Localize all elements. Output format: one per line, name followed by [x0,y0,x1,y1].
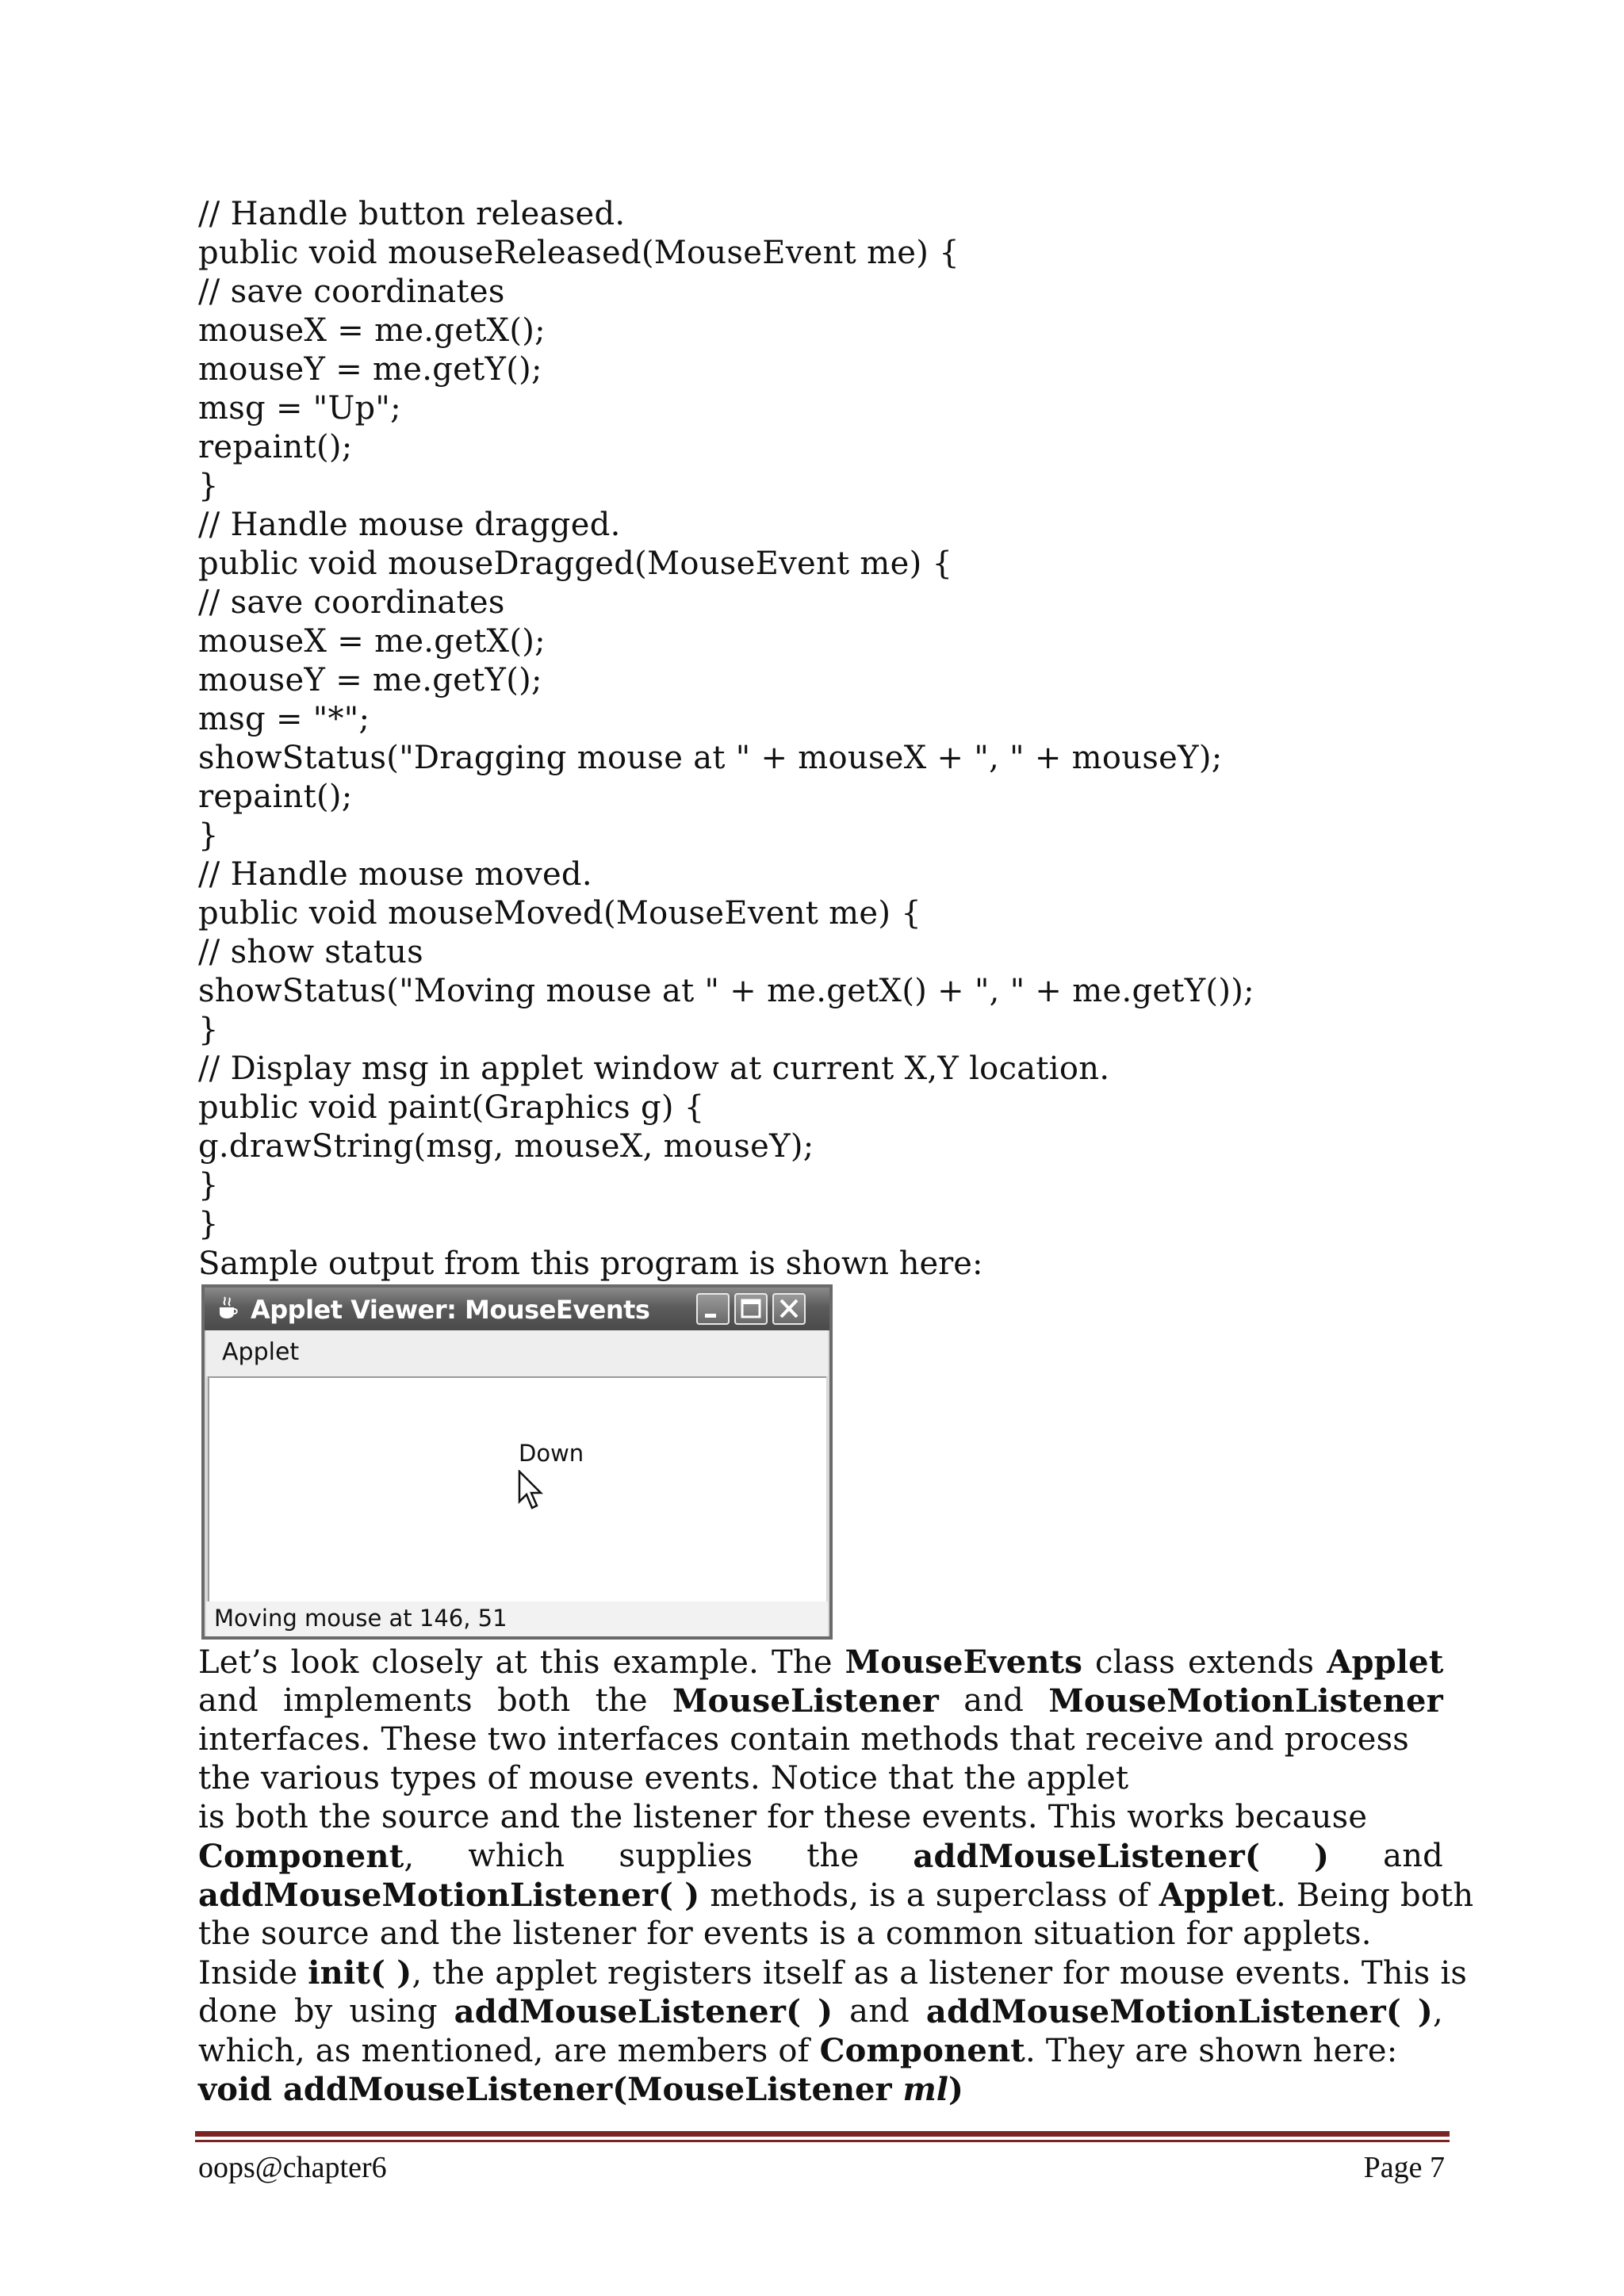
text-run: methods, is a superclass of [699,1877,1159,1914]
method-name: ) [818,1993,833,2030]
code-line: // Handle button released. [198,196,626,232]
text-line: the various types of mouse events. Notice that the applet [198,1760,1129,1797]
code-line: mouseY = me.getY(); [198,662,542,698]
signature-param: ml [902,2071,949,2108]
interface-name: MouseMotionListener [1048,1682,1443,1720]
text-run: and [198,1682,259,1719]
close-button[interactable] [772,1293,806,1325]
method-name: addMouseListener( [454,1993,802,2030]
maximize-button[interactable] [734,1293,768,1325]
text-run: implements [283,1682,473,1719]
text-run: , the applet registers itself as a listener for mouse events. This is [412,1955,1468,1992]
class-name: MouseEvents [845,1644,1083,1681]
code-line: mouseY = me.getY(); [198,351,542,388]
text-run: and [963,1682,1025,1719]
code-line: repaint(); [198,779,353,815]
code-line: } [198,468,219,504]
class-name: Applet [1327,1644,1444,1681]
canvas-message: Down [519,1440,584,1467]
signature-close: ) [948,2071,963,2108]
code-line: // show status [198,934,424,970]
mouse-pointer-icon [518,1470,546,1514]
class-name: Component [819,2032,1025,2069]
code-line: msg = "*"; [198,701,370,737]
minimize-button[interactable] [696,1293,730,1325]
code-line: mouseX = me.getX(); [198,312,546,349]
close-icon [774,1295,804,1323]
code-line: showStatus("Moving mouse at " + me.getX() + ", " + me.getY()); [198,973,1254,1009]
applet-menu[interactable]: Applet [222,1338,300,1366]
code-line: public void mouseReleased(MouseEvent me) { [198,235,959,271]
method-name: addMouseListener( [913,1838,1260,1875]
text-run: both [497,1682,571,1719]
text-line [198,1682,1443,1720]
applet-titlebar[interactable] [205,1288,829,1330]
java-cup-icon [217,1295,238,1321]
footer-chapter-label: oops@chapter6 [198,2151,387,2184]
text-line: interfaces. These two interfaces contain methods that receive and process [198,1721,1410,1758]
code-line: // Handle mouse dragged. [198,507,621,543]
text-run: supplies [619,1838,753,1874]
signature-text: void addMouseListener(MouseListener [198,2071,903,2108]
sample-output-intro: Sample output from this program is shown here: [198,1246,983,1282]
code-line: g.drawString(msg, mouseX, mouseY); [198,1128,814,1165]
text-run: which, as mentioned, are members of [198,2033,820,2069]
text-run: Inside [198,1955,308,1992]
text-run: using [349,1993,438,2030]
text-line: the source and the listener for events is a common situation for applets. [198,1915,1372,1952]
text-run: by [293,1993,333,2030]
text-line [198,1954,1468,1992]
text-run: and [849,1993,910,2030]
method-name: ) [1417,1993,1434,2030]
code-line: // save coordinates [198,274,505,310]
text-run: . Being both [1276,1877,1474,1914]
code-line: } [198,1167,219,1203]
text-run: Component, [198,1838,415,1875]
code-line: // Display msg in applet window at current X,Y location. [198,1050,1110,1087]
minimize-icon [698,1295,728,1323]
class-name: Applet [1159,1877,1276,1914]
text-run: the [806,1838,860,1874]
text-run: which [468,1838,565,1874]
text-run: done [198,1993,278,2030]
footer-rule [195,2140,1450,2142]
text-line [198,1876,1474,1915]
applet-menubar [206,1330,828,1376]
applet-status-bar [206,1601,828,1636]
code-line: // save coordinates [198,584,505,621]
class-name: Component [198,1838,404,1875]
interface-name: MouseListener [672,1682,940,1720]
text-line [198,2031,1443,2070]
applet-viewer-window [201,1284,833,1640]
code-line: showStatus("Dragging mouse at " + mouseX + ", " + mouseY); [198,740,1223,776]
code-line: msg = "Up"; [198,390,401,427]
code-line: // Handle mouse moved. [198,856,592,893]
code-line: } [198,817,219,854]
footer-page-number: Page 7 [1363,2151,1445,2184]
applet-window-title: Applet Viewer: MouseEvents [251,1295,650,1325]
code-line: public void mouseDragged(MouseEvent me) { [198,545,953,582]
text-line [198,1837,1443,1876]
applet-canvas[interactable] [208,1376,826,1601]
code-line: } [198,1012,219,1048]
text-run: . They are shown here: [1025,2033,1398,2069]
text-line [198,1643,1443,1682]
code-line: } [198,1206,219,1242]
code-line: public void mouseMoved(MouseEvent me) { [198,895,922,932]
text-run: and [1383,1838,1443,1874]
code-line: public void paint(Graphics g) { [198,1089,705,1126]
method-name: addMouseMotionListener( [925,1993,1402,2030]
status-text: Moving mouse at 146, 51 [214,1605,508,1632]
code-line: repaint(); [198,429,353,465]
explanation-paragraph [198,1643,1474,2070]
text-run: the [595,1682,648,1719]
method-name: ) [1314,1838,1330,1875]
maximize-icon [736,1295,766,1323]
method-name: init( ) [308,1954,412,1992]
text-run: Let’s look closely at this example. The [198,1644,845,1681]
method-signature [198,2070,963,2109]
text-line: is both the source and the listener for these events. This works because [198,1799,1368,1835]
code-line: mouseX = me.getX(); [198,623,546,660]
code-listing [198,195,1451,1244]
text-run: class extends [1082,1644,1327,1681]
footer-rule [195,2131,1450,2137]
method-name: addMouseMotionListener( ) [198,1877,700,1914]
text-run: ), [1417,1993,1443,2030]
text-line [198,1992,1443,2031]
